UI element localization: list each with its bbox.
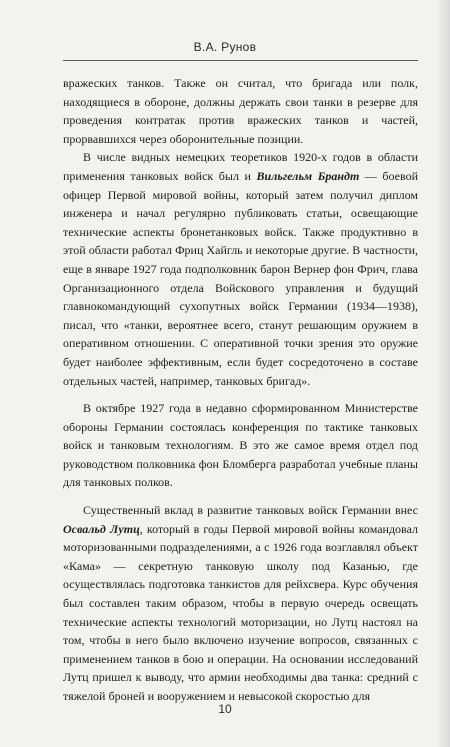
paragraph-4 — [63, 501, 418, 706]
page-number: 10 — [218, 702, 232, 716]
name-vilgelm-brandt: Вильгельм Брандт — [256, 168, 360, 183]
paragraph-3 — [63, 399, 418, 492]
paragraph-3-text: В октябре 1927 года в недавно сформированном Министерстве обороны Германии состоялась конференция по тактике танковых войск и танковым технологиям. В это же самое время отдел под руководством полковника фон Бломберга разработал учебные планы для танковых полков. — [63, 401, 418, 490]
paragraph-4-text-a: Существенный вклад в развитие танковых войск Германии внес — [83, 503, 418, 518]
body-text — [63, 74, 418, 706]
paragraph-1 — [63, 74, 418, 148]
paragraph-2 — [63, 148, 418, 390]
page-edge-shadow — [436, 0, 450, 747]
paragraph-1-text: вражеских танков. Также он считал, что бригада или полк, находящиеся в обороне, должны держать свои танки в резерве для проведения контратак против вражеских танков и частей, прорвавшихся через оборонительные позиции. — [63, 76, 418, 146]
header-rule — [63, 60, 418, 61]
paragraph-4-text-b: , который в годы Первой мировой войны командовал моторизованными подразделениями, а с 1926 года возглавлял объект «Кама» — секретную танковую школу под Казанью, где осуществлялась подготовка танкистов для рейхсвера. Курс обучения был составлен таким образом, чтобы в первую очередь освещать технические аспекты технологий моторизации, но Лутц настоял на том, чтобы в него было включено изучение вопросов, связанных с применением танков в бою и операции. На основании исследований Лутц пришел к выводу, что армии необходимы два танка: средний с тяжелой броней и вооружением и невысокой скоростью для — [63, 521, 418, 703]
paragraph-2-text-b: — боевой офицер Первой мировой войны, который затем получил диплом инженера и начал регулярно публиковать статьи, освещающие технические аспекты бронетанковых войск. Также продуктивно в этой области работал Фриц Хайгль и некоторые другие. В частности, еще в январе 1927 года подполковник барон Вернер фон Фрич, глава Организационного отдела Войскового управления и будущий главнокомандующий сухопутных войск Германии (1934—1938), писал, что «танки, вероятнее всего, станут решающим оружием в оперативном отношении. С оперативной точки зрения это оружие будет наиболее эффективным, если будет сосредоточено в составе отдельных частей, например, танковых бригад». — [63, 168, 419, 388]
paragraph-2-text-a: В числе видных немецких теоретиков 1920-х годов в области применения танковых войск был и — [63, 150, 418, 183]
name-osvald-lutts: Освальд Лутц — [63, 521, 140, 536]
running-header: В.А. Рунов — [193, 40, 257, 54]
